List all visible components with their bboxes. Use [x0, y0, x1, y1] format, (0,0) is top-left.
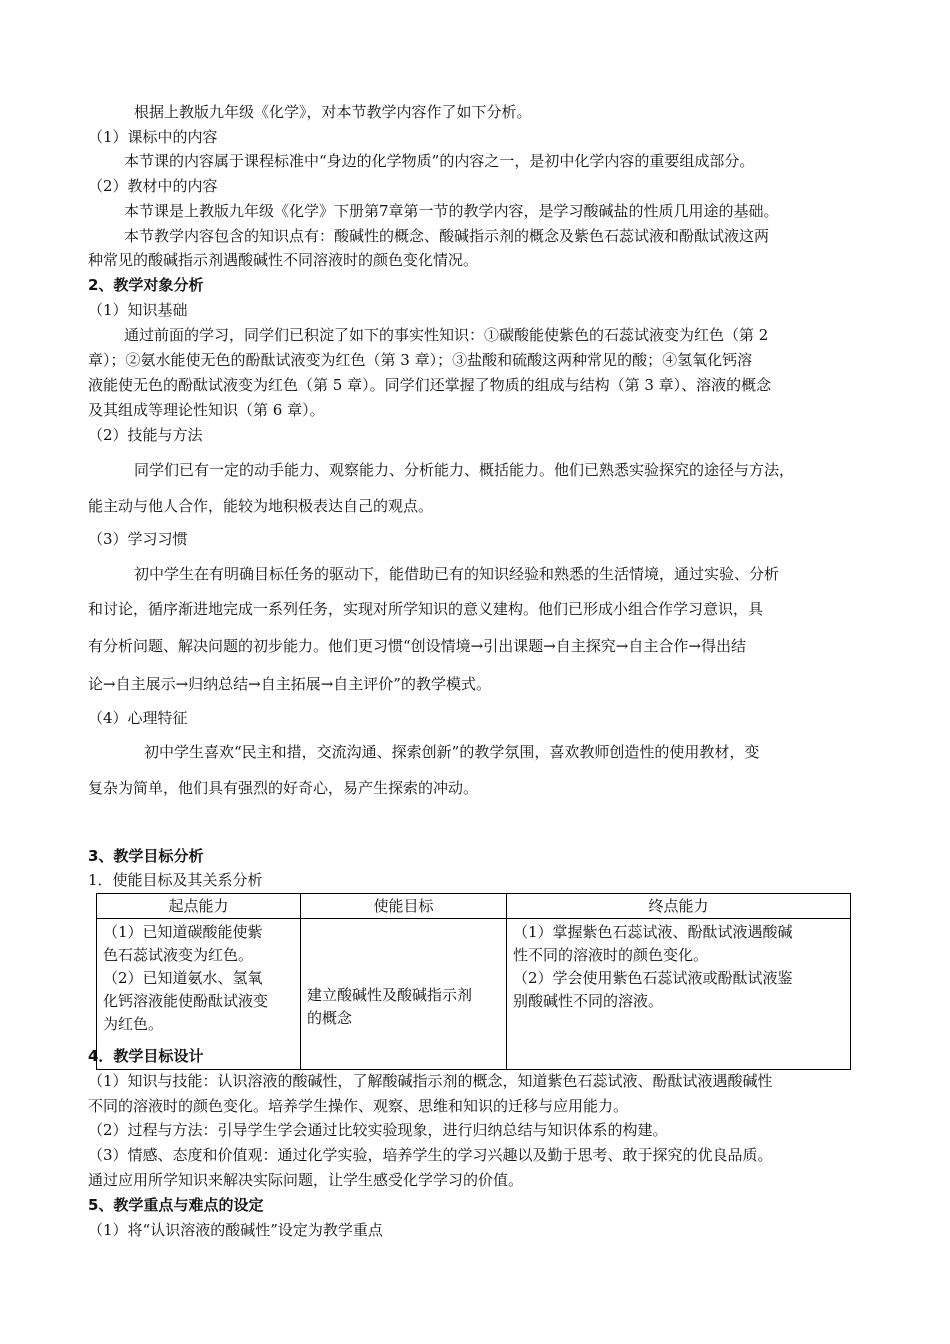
table-header-row	[97, 894, 851, 919]
jiaocai-heading: （2）教材中的内容	[88, 177, 218, 195]
start-line-4: 化钙溶液能使酚酞试液变	[103, 992, 269, 1010]
section-5-title: 5、教学重点与难点的设定	[88, 1196, 264, 1214]
section-2-title: 2、教学对象分析	[88, 276, 204, 294]
objectives-table	[96, 893, 851, 1070]
zhishi-line-3: 液能使无色的酚酞试液变为红色（第 5 章）。同学们还掌握了物质的组成与结构（第 3 章）、溶液的概念	[88, 376, 772, 394]
intro-paragraph: 根据上教版九年级《化学》，对本节教学内容作了如下分析。	[134, 103, 532, 121]
kebiao-heading: （1）课标中的内容	[88, 128, 218, 146]
enable-goal-cell	[301, 919, 507, 1070]
xiguan-line-2: 和讨论，循序渐进地完成一系列任务，实现对所学知识的意义建构。他们已形成小组合作学习意识，具	[88, 600, 764, 618]
end-line-2: 性不同的溶液时的颜色变化。	[513, 946, 709, 964]
header-enable-goal: 使能目标	[301, 894, 507, 919]
start-line-2: 色石蕊试液变为红色。	[103, 946, 254, 964]
xinli-line-1: 初中学生喜欢“民主和措，交流沟通、探索创新”的教学氛围，喜欢教师创造性的使用教材，变	[144, 743, 760, 761]
xiguan-line-3: 有分析问题、解决问题的初步能力。他们更习惯“创设情境→引出课题→自主探究→自主合作→得出结	[88, 637, 746, 655]
header-start-ability: 起点能力	[97, 894, 301, 919]
xinli-line-2: 复杂为简单，他们具有强烈的好奇心，易产生探索的冲动。	[88, 779, 479, 797]
jineng-line-2: 能主动与他人合作，能较为地积极表达自己的观点。	[88, 497, 434, 515]
start-line-3: （2）已知道氨水、氢氧	[103, 969, 263, 987]
section-4-title: 4．教学目标设计	[88, 1047, 204, 1065]
header-end-ability: 终点能力	[507, 894, 851, 919]
zhishi-line-1: 通过前面的学习，同学们已积淀了如下的事实性知识：①碳酸能使紫色的石蕊试液变为红色（第 2	[124, 326, 769, 344]
goal-line-1: （1）知识与技能：认识溶液的酸碱性，了解酸碱指示剂的概念，知道紫色石蕊试液、酚酞试液遇酸碱性	[88, 1072, 773, 1090]
zhishi-line-2: 章）；②氨水能使无色的酚酞试液变为红色（第 3 章）；③盐酸和硫酸这两种常见的酸；④氢氧化钙溶	[88, 351, 753, 369]
zhishi-heading: （1）知识基础	[88, 301, 188, 319]
goal-line-5: 通过应用所学知识来解决实际问题，让学生感受化学学习的价值。	[88, 1171, 524, 1189]
xiguan-line-4: 论→自主展示→归纳总结→自主拓展→自主评价”的教学模式。	[88, 675, 491, 693]
table-row	[97, 919, 851, 1070]
xiguan-line-1: 初中学生在有明确目标任务的驱动下，能借助已有的知识经验和熟悉的生活情境，通过实验、分析	[134, 565, 780, 583]
jiaocai-paragraph-1: 本节课是上教版九年级《化学》下册第7章第一节的教学内容，是学习酸碱盐的性质几用途的基础。	[124, 202, 779, 220]
xiguan-heading: （3）学习习惯	[88, 530, 188, 548]
kebiao-paragraph: 本节课的内容属于课程标准中“身边的化学物质”的内容之一，是初中化学内容的重要组成部分。	[124, 152, 755, 170]
goal-line-3: （2）过程与方法：引导学生学会通过比较实验现象，进行归纳总结与知识体系的构建。	[88, 1121, 668, 1139]
end-ability-cell	[507, 919, 851, 1070]
section-3-subtitle: 1．使能目标及其关系分析	[88, 871, 263, 889]
goal-line-2: 不同的溶液时的颜色变化。培养学生操作、观察、思维和知识的迁移与应用能力。	[88, 1097, 629, 1115]
keypoint-line-1: （1）将“认识溶液的酸碱性”设定为教学重点	[88, 1221, 383, 1239]
xinli-heading: （4）心理特征	[88, 709, 188, 727]
start-line-1: （1）已知道碳酸能使紫	[103, 923, 263, 941]
enable-line-2: 的概念	[307, 1009, 353, 1027]
enable-line-1: 建立酸碱性及酸碱指示剂	[307, 986, 473, 1004]
jiaocai-paragraph-2-line2: 种常见的酸碱指示剂遇酸碱性不同溶液时的颜色变化情况。	[88, 251, 479, 269]
start-line-5: 为红色。	[103, 1015, 164, 1033]
end-line-3: （2）学会使用紫色石蕊试液或酚酞试液鉴	[513, 969, 793, 987]
section-3-title: 3、教学目标分析	[88, 847, 204, 865]
jiaocai-paragraph-2-line1: 本节教学内容包含的知识点有：酸碱性的概念、酸碱指示剂的概念及紫色石蕊试液和酚酞试液这两	[124, 227, 770, 245]
goal-line-4: （3）情感、态度和价值观：通过化学实验，培养学生的学习兴趣以及勤于思考、敢于探究的优良品质。	[88, 1146, 773, 1164]
end-line-4: 别酸碱性不同的溶液。	[513, 992, 664, 1010]
jineng-heading: （2）技能与方法	[88, 426, 203, 444]
end-line-1: （1）掌握紫色石蕊试液、酚酞试液遇酸碱	[513, 923, 793, 941]
jineng-line-1: 同学们已有一定的动手能力、观察能力、分析能力、概括能力。他们已熟悉实验探究的途径与方法，	[134, 461, 795, 479]
zhishi-line-4: 及其组成等理论性知识（第 6 章）。	[88, 401, 325, 419]
